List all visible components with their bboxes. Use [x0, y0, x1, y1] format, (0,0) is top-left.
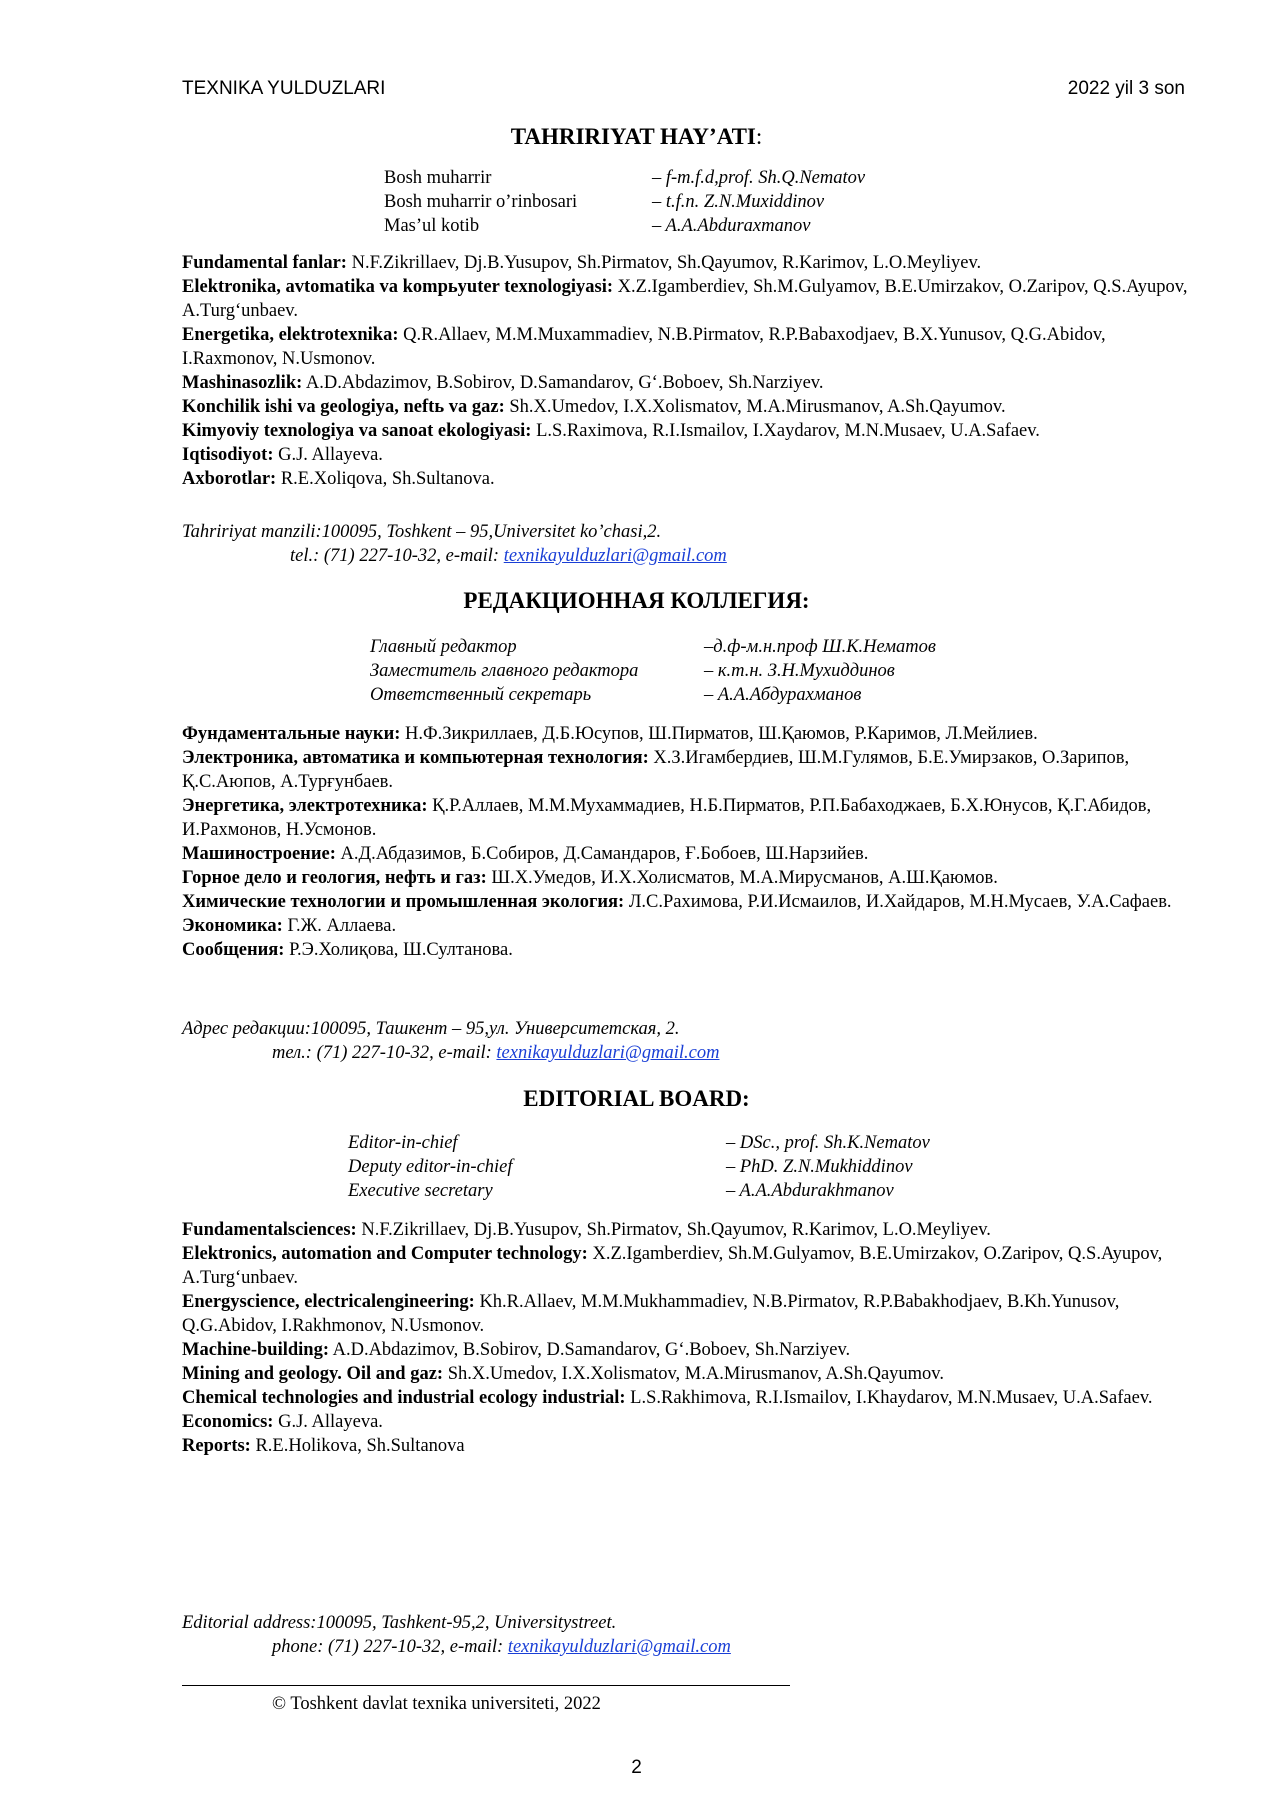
uz-title-text: TAHRIRIYAT HAY’ATI [510, 124, 756, 149]
uz-contact-phone: tel.: (71) 227-10-32, e-mail: [290, 546, 504, 566]
ru-role-row [370, 683, 936, 707]
en-categories [182, 1218, 1192, 1458]
uz-role-label: Mas’ul kotib [384, 216, 480, 236]
en-role-row [348, 1155, 930, 1179]
ru-role-row [370, 635, 936, 659]
category-label: Elektronika, avtomatika va kompьyuter texnologiyasi: [182, 277, 614, 297]
category-label: Konchilik ishi va geologiya, neftь va gaz: [182, 397, 505, 417]
en-category [182, 1410, 1192, 1434]
ru-category [182, 938, 1192, 962]
category-label: Machine-building: [182, 1340, 329, 1360]
category-members: А.Д.Абдазимов, Б.Собиров, Д.Самандаров, Ғ.Бобоев, Ш.Нарзийев. [335, 844, 869, 864]
uz-address: Tahririyat manzili:100095, Toshkent – 95,Universitet ko’chasi,2. [182, 522, 662, 542]
ru-category [182, 914, 1192, 938]
category-members: Sh.X.Umedov, I.X.Xolismatov, M.A.Mirusmanov, A.Sh.Qayumov. [443, 1364, 944, 1384]
en-email-link[interactable]: texnikayulduzlari@gmail.com [507, 1637, 731, 1657]
ru-role-value: – к.т.н. З.Н.Мухиддинов [704, 661, 895, 681]
category-members: Х.З.Игамбердиев, Ш.М.Гулямов, Б.Е.Умирзаков, О.Зарипов, Қ.С.Аюпов, А.Турғунбаев. [182, 748, 1130, 792]
en-category [182, 1386, 1192, 1410]
category-label: Mashinasozlik: [182, 373, 303, 393]
ru-role-label: Заместитель главного редактора [370, 661, 639, 681]
category-members: Г.Ж. Аллаева. [282, 916, 397, 936]
ru-role-value: –д.ф-м.н.проф Ш.К.Нематов [704, 637, 936, 657]
en-category [182, 1434, 1192, 1458]
en-role-row [348, 1179, 930, 1203]
category-members: N.F.Zikrillaev, Dj.B.Yusupov, Sh.Pirmatov, Sh.Qayumov, R.Karimov, L.O.Meyliyev. [346, 253, 982, 273]
ru-email-link[interactable]: texnikayulduzlari@gmail.com [496, 1043, 720, 1063]
uz-category [182, 395, 1192, 419]
category-label: Горное дело и геология, нефть и газ: [182, 868, 487, 888]
category-label: Iqtisodiyot: [182, 445, 274, 465]
uz-section-title [0, 124, 1273, 150]
en-address: Editorial address:100095, Tashkent-95,2, Universitystreet. [182, 1613, 617, 1633]
category-label: Экономика: [182, 916, 283, 936]
uz-role-label: Bosh muharrir o’rinbosari [384, 192, 578, 212]
issue-info: 2022 yil 3 son [1067, 78, 1185, 99]
ru-role-label: Ответственный секретарь [370, 685, 592, 705]
ru-category [182, 842, 1192, 866]
category-label: Energyscience, electricalengineering: [182, 1292, 475, 1312]
en-role-row [348, 1131, 930, 1155]
ru-section-title: РЕДАКЦИОННАЯ КОЛЛЕГИЯ: [463, 588, 810, 613]
category-members: N.F.Zikrillaev, Dj.B.Yusupov, Sh.Pirmatov, Sh.Qayumov, R.Karimov, L.O.Meyliyev. [356, 1220, 991, 1240]
uz-category [182, 443, 1192, 467]
uz-role-value: – A.A.Abduraxmanov [652, 216, 811, 236]
category-members: X.Z.Igamberdiev, Sh.M.Gulyamov, B.E.Umirzakov, O.Zaripov, Q.S.Ayupov, A.Turg‘unbaev. [182, 1244, 1163, 1288]
en-section-title: EDITORIAL BOARD: [523, 1086, 750, 1111]
category-members: R.E.Xoliqova, Sh.Sultanova. [276, 469, 495, 489]
category-members: L.S.Raximova, R.I.Ismailov, I.Xaydarov, M.N.Musaev, U.A.Safaev. [531, 421, 1040, 441]
ru-roles [370, 635, 936, 707]
category-label: Reports: [182, 1436, 251, 1456]
en-category [182, 1338, 1192, 1362]
ru-categories [182, 722, 1192, 962]
uz-category [182, 419, 1192, 443]
category-label: Elektronics, automation and Computer technology: [182, 1244, 588, 1264]
ru-contact [272, 1041, 719, 1065]
category-label: Fundamentalsciences: [182, 1220, 357, 1240]
category-members: Л.С.Рахимова, Р.И.Исмаилов, И.Хайдаров, М.Н.Мусаев, У.А.Сафаев. [624, 892, 1172, 912]
journal-name: TEXNIKA YULDUZLARI [182, 78, 386, 99]
en-category [182, 1242, 1192, 1290]
uz-category [182, 251, 1192, 275]
uz-role-value: – f-m.f.d,prof. Sh.Q.Nematov [652, 168, 866, 188]
category-members: Р.Э.Холиқова, Ш.Султанова. [284, 940, 513, 960]
uz-role-label: Bosh muharrir [384, 168, 492, 188]
uz-role-row [384, 190, 865, 214]
category-label: Фундаментальные науки: [182, 724, 401, 744]
ru-role-row [370, 659, 936, 683]
category-label: Энергетика, электротехника: [182, 796, 428, 816]
copyright: © Toshkent davlat texnika universiteti, 2022 [272, 1694, 601, 1714]
uz-category [182, 275, 1192, 323]
category-members: G.J. Allayeva. [273, 1412, 383, 1432]
en-role-value: – DSc., prof. Sh.K.Nematov [726, 1133, 930, 1153]
category-members: Kh.R.Allaev, M.M.Mukhammadiev, N.B.Pirmatov, R.P.Babakhodjaev, B.Kh.Yunusov, Q.G.Abidov, I.Rakhmonov, N.Usmonov. [182, 1292, 1120, 1336]
en-category [182, 1218, 1192, 1242]
uz-category [182, 467, 1192, 491]
en-role-label: Executive secretary [348, 1181, 493, 1201]
ru-role-value: – А.А.Абдурахманов [704, 685, 862, 705]
category-label: Химические технологии и промышленная экология: [182, 892, 625, 912]
uz-role-row [384, 166, 865, 190]
en-role-label: Editor-in-chief [348, 1133, 458, 1153]
ru-role-label: Главный редактор [370, 637, 517, 657]
en-category [182, 1290, 1192, 1338]
category-members: Sh.X.Umedov, I.X.Xolismatov, M.A.Mirusmanov, A.Sh.Qayumov. [504, 397, 1006, 417]
category-label: Energetika, elektrotexnika: [182, 325, 399, 345]
category-label: Economics: [182, 1412, 274, 1432]
category-members: R.E.Holikova, Sh.Sultanova [250, 1436, 465, 1456]
en-contact [272, 1635, 731, 1659]
uz-category [182, 371, 1192, 395]
en-role-label: Deputy editor-in-chief [348, 1157, 513, 1177]
category-members: Н.Ф.Зикриллаев, Д.Б.Юсупов, Ш.Пирматов, Ш.Қаюмов, Р.Каримов, Л.Мейлиев. [400, 724, 1038, 744]
uz-role-row [384, 214, 865, 238]
category-label: Электроника, автоматика и компьютерная технология: [182, 748, 649, 768]
uz-categories [182, 251, 1192, 491]
category-label: Fundamental fanlar: [182, 253, 347, 273]
uz-roles [384, 166, 865, 238]
uz-role-value: – t.f.n. Z.N.Muxiddinov [652, 192, 825, 212]
category-members: G.J. Allayeva. [273, 445, 383, 465]
category-label: Kimyoviy texnologiya va sanoat ekologiyasi: [182, 421, 532, 441]
category-members: Q.R.Allaev, M.M.Muxammadiev, N.B.Pirmatov, R.P.Babaxodjaev, B.X.Yunusov, Q.G.Abidov, I.Raxmonov, N.Usmonov. [182, 325, 1106, 369]
ru-category [182, 722, 1192, 746]
category-label: Машиностроение: [182, 844, 336, 864]
category-label: Axborotlar: [182, 469, 277, 489]
ru-category [182, 866, 1192, 890]
footer-divider [182, 1685, 790, 1686]
category-members: A.D.Abdazimov, B.Sobirov, D.Samandarov, G‘.Boboev, Sh.Narziyev. [329, 1340, 851, 1360]
en-role-value: – PhD. Z.N.Mukhiddinov [726, 1157, 913, 1177]
en-contact-phone: phone: (71) 227-10-32, e-mail: [272, 1637, 508, 1657]
category-label: Chemical technologies and industrial ecology industrial: [182, 1388, 626, 1408]
uz-email-link[interactable]: texnikayulduzlari@gmail.com [503, 546, 727, 566]
category-label: Сообщения: [182, 940, 285, 960]
uz-title-colon: : [755, 124, 763, 149]
category-members: Ш.Х.Умедов, И.Х.Холисматов, М.А.Мирусманов, А.Ш.Қаюмов. [486, 868, 998, 888]
category-label: Mining and geology. Oil and gaz: [182, 1364, 444, 1384]
uz-contact [290, 544, 727, 568]
category-members: L.S.Rakhimova, R.I.Ismailov, I.Khaydarov, M.N.Musaev, U.A.Safaev. [625, 1388, 1153, 1408]
en-roles [348, 1131, 930, 1203]
uz-category [182, 323, 1192, 371]
category-members: A.D.Abdazimov, B.Sobirov, D.Samandarov, G‘.Boboev, Sh.Narziyev. [302, 373, 824, 393]
page-number: 2 [631, 1757, 642, 1778]
ru-category [182, 794, 1192, 842]
ru-address: Адрес редакции:100095, Ташкент – 95,ул. Университетская, 2. [182, 1019, 680, 1039]
ru-contact-phone: тел.: (71) 227-10-32, e-mail: [272, 1043, 497, 1063]
ru-category [182, 746, 1192, 794]
category-members: X.Z.Igamberdiev, Sh.M.Gulyamov, B.E.Umirzakov, O.Zaripov, Q.S.Ayupov, A.Turg‘unbaev. [182, 277, 1188, 321]
ru-category [182, 890, 1192, 914]
en-role-value: – A.A.Abdurakhmanov [726, 1181, 894, 1201]
en-category [182, 1362, 1192, 1386]
category-members: Қ.Р.Аллаев, М.М.Мухаммадиев, Н.Б.Пирматов, Р.П.Бабаходжаев, Б.Х.Юнусов, Қ.Г.Абидов, И.Рахмонов, Н.Усмонов. [182, 796, 1152, 840]
